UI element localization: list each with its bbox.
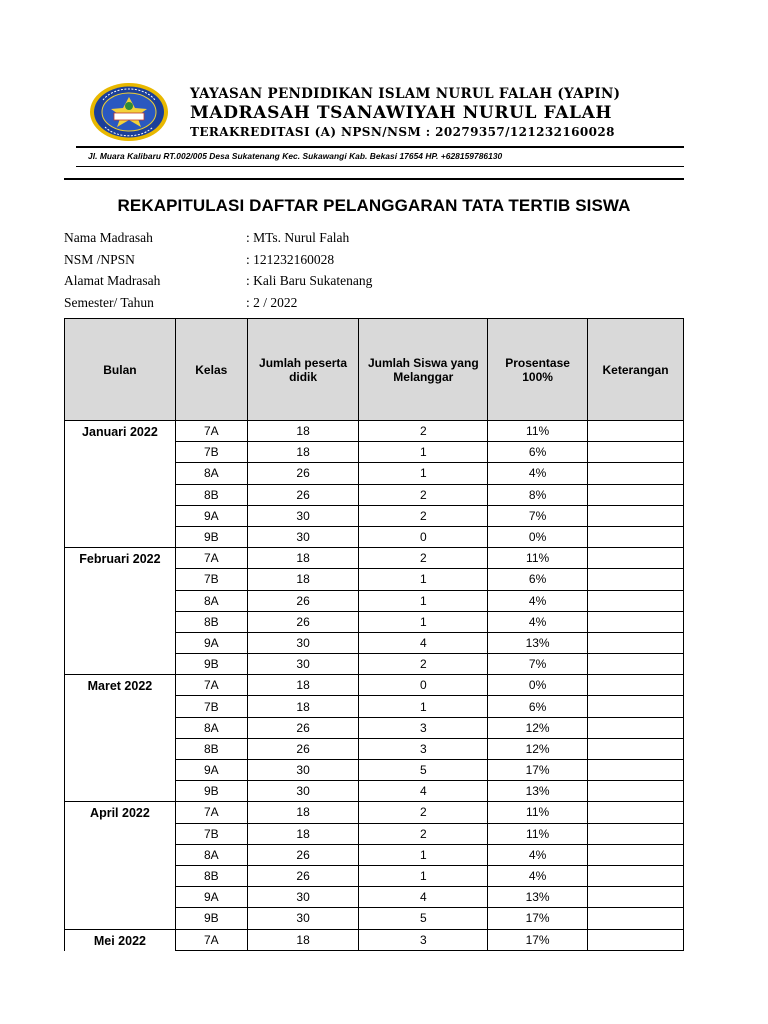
column-header-month: Bulan [65,319,176,421]
accreditation-line: TERAKREDITASI (A) NPSN/NSM : 20279357/121232160028 [190,125,615,139]
percentage-cell: 6% [488,569,588,590]
class-cell: 7B [175,569,247,590]
info-label: Semester/ Tahun [64,294,154,310]
letterhead-divider-middle [76,166,684,167]
table-row [65,802,684,823]
percentage-cell: 12% [488,738,588,759]
class-cell: 7B [175,696,247,717]
percentage-cell: 12% [488,717,588,738]
percentage-cell: 11% [488,421,588,442]
table-row [65,929,684,951]
school-address: Jl. Muara Kalibaru RT.002/005 Desa Sukatenang Kec. Sukawangi Kab. Bekasi 17654 HP. +628159786130 [88,151,503,161]
percentage-cell: 17% [488,908,588,929]
students-cell: 18 [247,929,359,951]
school-logo [89,82,169,142]
class-cell: 7A [175,802,247,823]
notes-cell [588,463,684,484]
month-cell: Januari 2022 [65,421,176,548]
violators-cell: 2 [359,654,488,675]
violators-cell: 2 [359,548,488,569]
percentage-cell: 13% [488,781,588,802]
class-cell: 8A [175,717,247,738]
info-label: Nama Madrasah [64,230,153,245]
notes-cell [588,548,684,569]
violators-cell: 1 [359,442,488,463]
students-cell: 26 [247,844,359,865]
month-cell: Februari 2022 [65,548,176,675]
percentage-cell: 7% [488,505,588,526]
notes-cell [588,632,684,653]
class-cell: 9A [175,632,247,653]
school-name: MADRASAH TSANAWIYAH NURUL FALAH [190,103,613,123]
notes-cell [588,760,684,781]
letterhead-divider-bottom [64,178,684,180]
students-cell: 26 [247,717,359,738]
notes-cell [588,802,684,823]
notes-cell [588,505,684,526]
students-cell: 26 [247,463,359,484]
info-value: : 2 / 2022 [246,294,298,310]
info-value: : Kali Baru Sukatenang [246,273,373,288]
percentage-cell: 17% [488,929,588,951]
percentage-cell: 13% [488,887,588,908]
students-cell: 26 [247,590,359,611]
class-cell: 7B [175,823,247,844]
column-header-class: Kelas [175,319,247,421]
class-cell: 8A [175,590,247,611]
violators-cell: 2 [359,505,488,526]
info-value: : MTs. Nurul Falah [246,230,350,245]
notes-cell [588,823,684,844]
violators-cell: 1 [359,463,488,484]
percentage-cell: 4% [488,611,588,632]
notes-cell [588,421,684,442]
violation-recap-table [64,318,684,951]
letterhead [190,86,630,141]
notes-cell [588,696,684,717]
violators-cell: 4 [359,887,488,908]
class-cell: 9A [175,887,247,908]
column-header-students: Jumlah peserta didik [247,319,359,421]
notes-cell [588,781,684,802]
month-cell: April 2022 [65,802,176,929]
violators-cell: 2 [359,823,488,844]
table-row [65,675,684,696]
violators-cell: 1 [359,696,488,717]
class-cell: 8B [175,738,247,759]
notes-cell [588,887,684,908]
notes-cell [588,442,684,463]
class-cell: 7B [175,442,247,463]
notes-cell [588,590,684,611]
violators-cell: 1 [359,590,488,611]
notes-cell [588,738,684,759]
school-emblem-icon [89,82,169,142]
class-cell: 9A [175,505,247,526]
students-cell: 30 [247,526,359,547]
percentage-cell: 0% [488,526,588,547]
students-cell: 30 [247,760,359,781]
students-cell: 18 [247,802,359,823]
class-cell: 8B [175,611,247,632]
notes-cell [588,654,684,675]
class-cell: 7A [175,675,247,696]
violators-cell: 4 [359,781,488,802]
table-row [65,548,684,569]
students-cell: 30 [247,654,359,675]
foundation-name: YAYASAN PENDIDIKAN ISLAM NURUL FALAH (YAPIN) [190,86,621,102]
notes-cell [588,526,684,547]
violators-cell: 3 [359,929,488,951]
violators-cell: 3 [359,717,488,738]
class-cell: 9B [175,526,247,547]
students-cell: 30 [247,505,359,526]
students-cell: 18 [247,421,359,442]
violators-cell: 2 [359,802,488,823]
percentage-cell: 4% [488,463,588,484]
percentage-cell: 6% [488,442,588,463]
table-header-row [65,319,684,421]
notes-cell [588,908,684,929]
info-label: Alamat Madrasah [64,273,161,288]
students-cell: 18 [247,696,359,717]
students-cell: 26 [247,738,359,759]
violators-cell: 5 [359,908,488,929]
students-cell: 26 [247,484,359,505]
violators-cell: 4 [359,632,488,653]
class-cell: 7A [175,548,247,569]
column-header-percentage: Prosentase 100% [488,319,588,421]
class-cell: 8A [175,463,247,484]
class-cell: 9B [175,781,247,802]
notes-cell [588,865,684,886]
percentage-cell: 11% [488,548,588,569]
violators-cell: 1 [359,865,488,886]
students-cell: 26 [247,865,359,886]
info-value: : 121232160028 [246,251,335,267]
class-cell: 9B [175,654,247,675]
students-cell: 26 [247,611,359,632]
percentage-cell: 11% [488,802,588,823]
document-title: REKAPITULASI DAFTAR PELANGGARAN TATA TERTIB SISWA [117,196,631,215]
violators-cell: 5 [359,760,488,781]
table-row [65,421,684,442]
percentage-cell: 17% [488,760,588,781]
month-cell: Mei 2022 [65,929,176,951]
violators-cell: 2 [359,484,488,505]
percentage-cell: 4% [488,865,588,886]
violators-cell: 1 [359,844,488,865]
violators-cell: 1 [359,569,488,590]
percentage-cell: 13% [488,632,588,653]
class-cell: 8B [175,484,247,505]
notes-cell [588,484,684,505]
violators-cell: 3 [359,738,488,759]
students-cell: 30 [247,908,359,929]
students-cell: 18 [247,569,359,590]
violators-cell: 0 [359,675,488,696]
notes-cell [588,844,684,865]
notes-cell [588,675,684,696]
month-cell: Maret 2022 [65,675,176,802]
percentage-cell: 11% [488,823,588,844]
class-cell: 9B [175,908,247,929]
percentage-cell: 4% [488,844,588,865]
violators-cell: 2 [359,421,488,442]
class-cell: 8A [175,844,247,865]
violators-cell: 0 [359,526,488,547]
column-header-notes: Keterangan [588,319,684,421]
students-cell: 18 [247,823,359,844]
class-cell: 9A [175,760,247,781]
notes-cell [588,717,684,738]
class-cell: 8B [175,865,247,886]
students-cell: 18 [247,548,359,569]
percentage-cell: 4% [488,590,588,611]
table-body [65,421,684,951]
class-cell: 7A [175,929,247,951]
percentage-cell: 0% [488,675,588,696]
class-cell: 7A [175,421,247,442]
students-cell: 30 [247,781,359,802]
notes-cell [588,611,684,632]
letterhead-divider-top [76,146,684,148]
notes-cell [588,929,684,951]
students-cell: 30 [247,887,359,908]
column-header-violators: Jumlah Siswa yang Melanggar [359,319,488,421]
percentage-cell: 7% [488,654,588,675]
percentage-cell: 6% [488,696,588,717]
students-cell: 18 [247,675,359,696]
percentage-cell: 8% [488,484,588,505]
violators-cell: 1 [359,611,488,632]
students-cell: 18 [247,442,359,463]
notes-cell [588,569,684,590]
info-label: NSM /NPSN [64,251,135,267]
students-cell: 30 [247,632,359,653]
